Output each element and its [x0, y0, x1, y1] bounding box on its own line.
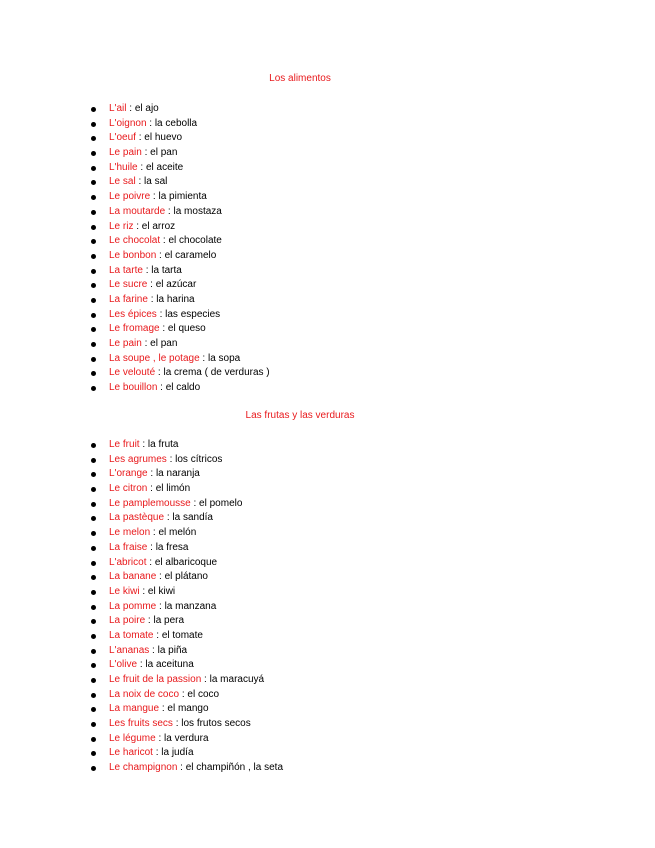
french-term: Le bonbon: [109, 249, 157, 261]
list-item: [88, 220, 270, 235]
french-term: La noix de coco: [109, 688, 180, 700]
list-item: [88, 175, 270, 190]
spanish-translation: : el coco: [179, 688, 220, 700]
spanish-translation: : la mostaza: [165, 205, 222, 217]
list-item: [88, 482, 283, 497]
section-title-fruits: Las frutas y las verduras: [245, 410, 355, 421]
spanish-translation: : el queso: [159, 323, 206, 335]
french-term: La soupe , le potage: [109, 352, 200, 364]
french-term: Le haricot: [109, 747, 153, 759]
spanish-translation: : el chocolate: [160, 235, 222, 247]
spanish-translation: : el azúcar: [147, 279, 197, 291]
spanish-translation: : la harina: [147, 293, 195, 305]
list-item: [88, 146, 270, 161]
french-term: Les agrumes: [109, 453, 167, 465]
list-item: [88, 746, 283, 761]
list-item: [88, 438, 283, 453]
french-term: L'oignon: [109, 117, 147, 129]
spanish-translation: : la crema ( de verduras ): [155, 367, 270, 379]
spanish-translation: : la pimienta: [150, 191, 207, 203]
list-item: [88, 467, 283, 482]
french-term: Le riz: [109, 220, 134, 232]
spanish-translation: : la verdura: [155, 732, 209, 744]
french-term: L'abricot: [109, 556, 147, 568]
spanish-translation: : los cítricos: [166, 453, 223, 465]
spanish-translation: : el albaricoque: [146, 556, 218, 568]
spanish-translation: : el caramelo: [156, 249, 217, 261]
french-term: La tomate: [109, 629, 154, 641]
french-term: La tarte: [109, 264, 143, 276]
list-item: [88, 511, 283, 526]
spanish-translation: : la naranja: [147, 468, 200, 480]
spanish-translation: : el ajo: [126, 103, 159, 114]
list-item: [88, 102, 270, 117]
list-item: [88, 761, 283, 776]
spanish-translation: : el kiwi: [139, 585, 176, 597]
list-item: [88, 453, 283, 468]
spanish-translation: : la manzana: [156, 600, 217, 612]
french-term: Le pain: [109, 338, 142, 349]
french-term: Les épices: [109, 308, 157, 320]
list-item: [88, 381, 270, 396]
spanish-translation: : el melón: [150, 527, 197, 539]
list-item: [88, 337, 270, 352]
french-term: Le kiwi: [109, 585, 140, 597]
list-item: [88, 205, 270, 220]
french-term: Le chocolat: [109, 235, 161, 247]
spanish-translation: : el pan: [141, 147, 178, 159]
spanish-translation: : los frutos secos: [172, 718, 251, 730]
list-item: [88, 161, 270, 176]
list-item: [88, 541, 283, 556]
french-term: Le melon: [109, 527, 151, 539]
spanish-translation: : el aceite: [137, 161, 184, 173]
spanish-translation: : la pera: [145, 615, 185, 627]
spanish-translation: : el tomate: [153, 629, 203, 641]
list-item: [88, 629, 283, 644]
list-item: [88, 308, 270, 323]
french-term: Le citron: [109, 483, 148, 495]
list-item: [88, 526, 283, 541]
french-term: La pastèque: [109, 512, 165, 524]
french-term: Le bouillon: [109, 382, 158, 394]
list-item: [88, 293, 270, 308]
french-term: Les fruits secs: [109, 718, 173, 730]
list-item: [88, 278, 270, 293]
spanish-translation: : la judía: [152, 747, 194, 759]
spanish-translation: : el pomelo: [190, 497, 243, 509]
french-term: Le fruit de la passion: [109, 674, 202, 685]
french-term: L'ananas: [109, 644, 150, 656]
list-item: [88, 585, 283, 600]
french-term: L'orange: [109, 468, 148, 480]
french-term: Le fruit: [109, 439, 140, 450]
list-item: [88, 497, 283, 512]
list-item: [88, 732, 283, 747]
list-item: [88, 673, 283, 688]
french-term: Le poivre: [109, 191, 151, 203]
french-term: Le légume: [109, 732, 156, 744]
list-item: [88, 688, 283, 703]
list-item: [88, 614, 283, 629]
list-item: [88, 570, 283, 585]
french-term: L'ail: [109, 103, 127, 114]
french-term: La farine: [109, 293, 148, 305]
list-item: [88, 249, 270, 264]
spanish-translation: : el plátano: [156, 571, 208, 583]
spanish-translation: : la cebolla: [146, 117, 198, 129]
list-item: [88, 644, 283, 659]
list-item: [88, 117, 270, 132]
list-item: [88, 366, 270, 381]
list-item: [88, 352, 270, 367]
french-term: L'oeuf: [109, 132, 136, 144]
french-term: Le sucre: [109, 279, 148, 291]
spanish-translation: : la piña: [149, 644, 188, 656]
list-item: [88, 600, 283, 615]
french-term: Le fromage: [109, 323, 160, 335]
spanish-translation: : el mango: [159, 703, 209, 715]
french-term: La moutarde: [109, 205, 166, 217]
vocab-list-fruits: [88, 438, 283, 776]
french-term: La pomme: [109, 600, 157, 612]
french-term: Le champignon: [109, 762, 178, 774]
vocab-list-food: [88, 102, 270, 396]
list-item: [88, 234, 270, 249]
spanish-translation: : el champiñón , la seta: [177, 762, 284, 774]
spanish-translation: : las especies: [156, 308, 221, 320]
spanish-translation: : la fruta: [139, 439, 179, 450]
french-term: L'olive: [109, 659, 138, 671]
list-item: [88, 658, 283, 673]
list-item: [88, 264, 270, 279]
french-term: Le pain: [109, 147, 142, 159]
list-item: [88, 717, 283, 732]
spanish-translation: : el huevo: [135, 132, 183, 144]
list-item: [88, 190, 270, 205]
list-item: [88, 131, 270, 146]
spanish-translation: : la aceituna: [137, 659, 194, 671]
spanish-translation: : el arroz: [133, 220, 176, 232]
spanish-translation: : el limón: [147, 483, 191, 495]
spanish-translation: : la sopa: [199, 352, 241, 364]
french-term: La mangue: [109, 703, 160, 715]
spanish-translation: : la sandía: [164, 512, 213, 524]
spanish-translation: : la fresa: [147, 541, 189, 553]
french-term: L'huile: [109, 161, 138, 173]
spanish-translation: : el pan: [141, 338, 178, 349]
french-term: La fraise: [109, 541, 148, 553]
french-term: Le pamplemousse: [109, 497, 191, 509]
list-item: [88, 556, 283, 571]
french-term: Le velouté: [109, 367, 156, 379]
french-term: Le sal: [109, 176, 136, 188]
list-item: [88, 322, 270, 337]
french-term: La banane: [109, 571, 157, 583]
list-item: [88, 702, 283, 717]
spanish-translation: : la sal: [135, 176, 168, 188]
section-title-food: Los alimentos: [269, 73, 331, 84]
french-term: La poire: [109, 615, 146, 627]
spanish-translation: : el caldo: [157, 382, 201, 394]
spanish-translation: : la tarta: [142, 264, 182, 276]
spanish-translation: : la maracuyá: [201, 674, 265, 685]
